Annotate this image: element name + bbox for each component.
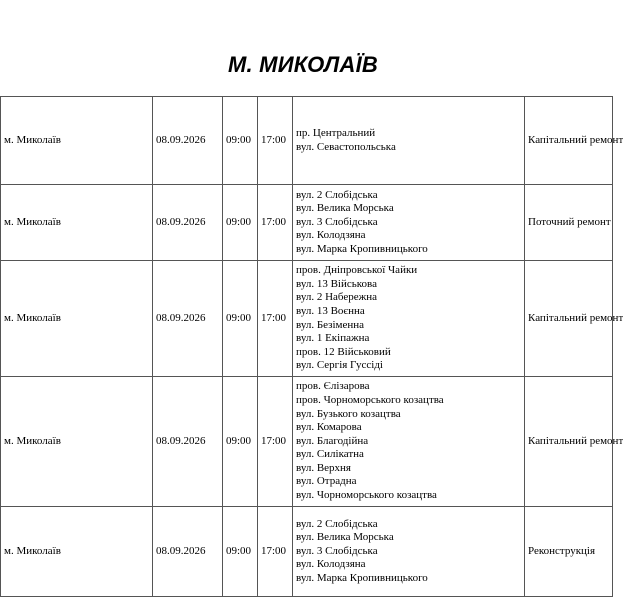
street-item: вул. Марка Кропивницького xyxy=(296,571,428,584)
street-item: вул. Сергія Гуссіді xyxy=(296,359,383,372)
street-item: вул. Колодзяна xyxy=(296,558,366,571)
street-item: вул. Велика Морська xyxy=(296,531,394,544)
street-item: вул. Благодійна xyxy=(296,434,369,447)
street-item: вул. Севастопольська xyxy=(296,140,396,153)
city-cell: м. Миколаїв xyxy=(1,185,153,261)
street-item: вул. Колодзяна xyxy=(296,229,366,242)
city-cell: м. Миколаїв xyxy=(1,261,153,377)
city-cell: м. Миколаїв xyxy=(1,377,153,507)
street-item: пров. Єлізарова xyxy=(296,380,370,393)
date-cell: 08.09.2026 xyxy=(153,97,223,185)
table-row xyxy=(1,507,613,597)
table-row xyxy=(1,185,613,261)
date-cell: 08.09.2026 xyxy=(153,261,223,377)
streets-cell xyxy=(293,261,525,377)
work-type-cell: Поточний ремонт xyxy=(525,185,613,261)
start-time-cell: 09:00 xyxy=(223,507,258,597)
street-item: вул. Велика Морська xyxy=(296,202,394,215)
date-cell: 08.09.2026 xyxy=(153,185,223,261)
street-item: вул. Верхня xyxy=(296,461,351,474)
street-item: вул. 13 Воєнна xyxy=(296,304,365,317)
end-time-cell: 17:00 xyxy=(258,97,293,185)
street-item: пров. Чорноморського козацтва xyxy=(296,393,444,406)
start-time-cell: 09:00 xyxy=(223,377,258,507)
start-time-cell: 09:00 xyxy=(223,261,258,377)
date-cell: 08.09.2026 xyxy=(153,507,223,597)
streets-cell xyxy=(293,507,525,597)
street-item: вул. 13 Військова xyxy=(296,277,377,290)
end-time-cell: 17:00 xyxy=(258,185,293,261)
street-item: вул. Чорноморського козацтва xyxy=(296,489,437,502)
work-type-cell: Капітальний ремонт xyxy=(525,377,613,507)
street-item: пров. 12 Військовий xyxy=(296,345,391,358)
city-cell: м. Миколаїв xyxy=(1,507,153,597)
street-item: вул. 1 Екіпажна xyxy=(296,332,370,345)
table-row xyxy=(1,97,613,185)
street-item: вул. Комарова xyxy=(296,421,362,434)
street-item: вул. Безіменна xyxy=(296,318,365,331)
table-row xyxy=(1,377,613,507)
street-item: вул. 2 Слобідська xyxy=(296,188,378,201)
date-cell: 08.09.2026 xyxy=(153,377,223,507)
streets-cell xyxy=(293,97,525,185)
street-item: вул. Отрадна xyxy=(296,475,357,488)
streets-cell xyxy=(293,377,525,507)
work-type-cell: Реконструкція xyxy=(525,507,613,597)
street-item: вул. 3 Слобідська xyxy=(296,544,378,557)
table-row xyxy=(1,261,613,377)
end-time-cell: 17:00 xyxy=(258,507,293,597)
street-item: вул. 2 Слобідська xyxy=(296,517,378,530)
end-time-cell: 17:00 xyxy=(258,377,293,507)
end-time-cell: 17:00 xyxy=(258,261,293,377)
start-time-cell: 09:00 xyxy=(223,185,258,261)
work-type-cell: Капітальний ремонт xyxy=(525,97,613,185)
street-item: вул. 2 Набережна xyxy=(296,291,377,304)
work-type-cell: Капітальний ремонт xyxy=(525,261,613,377)
page-title: М. МИКОЛАЇВ xyxy=(228,52,378,77)
streets-cell xyxy=(293,185,525,261)
street-item: вул. Марка Кропивницького xyxy=(296,242,428,255)
street-item: вул. Силікатна xyxy=(296,448,364,461)
street-item: вул. Бузького козацтва xyxy=(296,407,401,420)
street-item: вул. 3 Слобідська xyxy=(296,215,378,228)
outage-schedule-table xyxy=(0,96,623,597)
start-time-cell: 09:00 xyxy=(223,97,258,185)
city-cell: м. Миколаїв xyxy=(1,97,153,185)
street-item: пр. Центральний xyxy=(296,126,376,139)
street-item: пров. Дніпровської Чайки xyxy=(296,264,418,277)
